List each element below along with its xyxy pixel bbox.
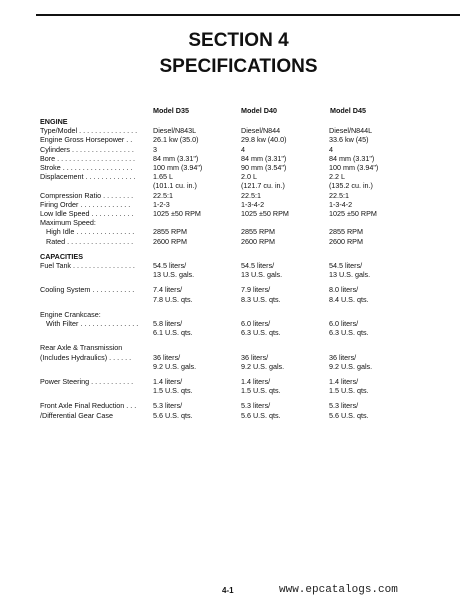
spec-value: 54.5 liters/ bbox=[241, 261, 275, 271]
spec-value: 13 U.S. gals. bbox=[241, 270, 283, 280]
top-rule bbox=[36, 14, 460, 16]
spec-label bbox=[40, 270, 153, 279]
engine-spec-row bbox=[40, 209, 460, 218]
spec-value: Diesel/N844 bbox=[241, 126, 281, 136]
spec-value: 54.5 liters/ bbox=[329, 261, 363, 271]
spec-value: 4 bbox=[329, 144, 333, 154]
spec-value bbox=[329, 310, 417, 319]
spec-value: 1.4 liters/ bbox=[241, 377, 271, 387]
spec-value: 26.1 kw (35.0) bbox=[153, 135, 199, 145]
spec-label: Fuel Tank . . . . . . . . . . . . . . . . bbox=[40, 261, 135, 271]
engine-heading: ENGINE bbox=[40, 117, 68, 126]
engine-spec-row bbox=[40, 145, 460, 154]
section-number: SECTION 4 bbox=[188, 30, 289, 51]
engine-spec-row bbox=[40, 191, 460, 200]
spec-value bbox=[241, 310, 329, 319]
spec-value: Diesel/N843L bbox=[153, 126, 197, 136]
spec-label: Type/Model . . . . . . . . . . . . . . . bbox=[40, 126, 138, 136]
spec-label: (Includes Hydraulics) . . . . . . bbox=[40, 352, 132, 362]
spec-value: 9.2 U.S. gals. bbox=[329, 361, 373, 371]
capacity-spec-row bbox=[40, 261, 460, 270]
capacities-heading: CAPACITIES bbox=[40, 251, 83, 261]
spec-value: 5.6 U.S. qts. bbox=[241, 410, 281, 420]
capacity-spec-row bbox=[40, 411, 460, 420]
spec-label bbox=[40, 328, 153, 337]
spec-value: 5.3 liters/ bbox=[241, 401, 271, 411]
spec-value: 1.65 L bbox=[153, 172, 173, 182]
engine-spec-row bbox=[40, 227, 460, 236]
spec-value bbox=[153, 218, 241, 227]
capacity-spec-row bbox=[40, 310, 460, 319]
capacity-spec-row bbox=[40, 270, 460, 279]
spec-value: 7.4 liters/ bbox=[153, 285, 183, 295]
spec-label: Rated . . . . . . . . . . . . . . . . . bbox=[46, 236, 134, 246]
spec-value: 2855 RPM bbox=[241, 227, 275, 237]
engine-spec-row bbox=[40, 154, 460, 163]
spec-value: 13 U.S. gals. bbox=[329, 270, 371, 280]
spec-value bbox=[241, 343, 329, 352]
spec-value: 22.5:1 bbox=[153, 190, 173, 200]
spec-value bbox=[153, 343, 241, 352]
spec-label: Displacement . . . . . . . . . . . . . bbox=[40, 172, 136, 182]
spec-value: 5.8 liters/ bbox=[153, 319, 183, 329]
spec-value: 84 mm (3.31") bbox=[329, 153, 375, 163]
spec-value: (121.7 cu. in.) bbox=[241, 181, 285, 191]
spec-value: 6.0 liters/ bbox=[329, 319, 359, 329]
spec-value: 7.8 U.S. qts. bbox=[153, 294, 193, 304]
spec-value bbox=[241, 218, 329, 227]
engine-spec-row bbox=[40, 237, 460, 246]
spec-value: 22.5:1 bbox=[329, 190, 349, 200]
spec-value: 1.5 U.S. qts. bbox=[329, 386, 369, 396]
spec-value: 9.2 U.S. gals. bbox=[153, 361, 197, 371]
spec-value bbox=[153, 310, 241, 319]
spec-value: 2.2 L bbox=[329, 172, 345, 182]
spec-value: 1025 ±50 RPM bbox=[153, 209, 201, 219]
spec-label bbox=[40, 181, 153, 190]
spec-value: 1025 ±50 RPM bbox=[241, 209, 289, 219]
spec-value: 4 bbox=[241, 144, 245, 154]
spec-value: 8.3 U.S. qts. bbox=[241, 294, 281, 304]
capacity-spec-row bbox=[40, 295, 460, 304]
spec-label: Low Idle Speed . . . . . . . . . . . bbox=[40, 209, 134, 219]
watermark-url: www.epcatalogs.com bbox=[279, 584, 398, 596]
spec-value: 8.4 U.S. qts. bbox=[329, 294, 369, 304]
spec-value bbox=[329, 343, 417, 352]
spec-value: 84 mm (3.31") bbox=[153, 153, 199, 163]
spec-value: 90 mm (3.54") bbox=[241, 163, 287, 173]
spec-label bbox=[40, 362, 153, 371]
spec-value: 6.0 liters/ bbox=[241, 319, 271, 329]
spec-label: Stroke . . . . . . . . . . . . . . . . . . bbox=[40, 163, 133, 173]
spec-value: 54.5 liters/ bbox=[153, 261, 187, 271]
spec-value: 3 bbox=[153, 144, 157, 154]
spec-value: (135.2 cu. in.) bbox=[329, 181, 373, 191]
spec-value: 1-3-4-2 bbox=[241, 199, 265, 209]
engine-spec-row bbox=[40, 181, 460, 190]
spec-value: 6.1 U.S. qts. bbox=[153, 328, 193, 338]
spec-value: 2855 RPM bbox=[153, 227, 187, 237]
spec-value: 2600 RPM bbox=[241, 236, 275, 246]
spec-value: 1.5 U.S. qts. bbox=[153, 386, 193, 396]
engine-spec-row bbox=[40, 163, 460, 172]
spec-value: 9.2 U.S. gals. bbox=[241, 361, 285, 371]
spec-label: Cooling System . . . . . . . . . . . bbox=[40, 285, 135, 295]
spec-value: 36 liters/ bbox=[329, 352, 357, 362]
spec-value: 1025 ±50 RPM bbox=[329, 209, 377, 219]
engine-spec-row bbox=[40, 135, 460, 144]
capacity-spec-row bbox=[40, 401, 460, 410]
spec-label: Bore . . . . . . . . . . . . . . . . . . . . bbox=[40, 153, 136, 163]
page-number: 4-1 bbox=[222, 586, 234, 595]
capacity-spec-row bbox=[40, 362, 460, 371]
spec-label: Rear Axle & Transmission bbox=[40, 343, 123, 353]
spec-label: Firing Order . . . . . . . . . . . . . bbox=[40, 199, 131, 209]
capacity-spec-row bbox=[40, 343, 460, 352]
column-header-d35: Model D35 bbox=[153, 106, 189, 115]
spec-label: With Filter . . . . . . . . . . . . . . . bbox=[46, 319, 139, 329]
spec-label: Engine Crankcase: bbox=[40, 309, 101, 319]
spec-value: 100 mm (3.94") bbox=[153, 163, 203, 173]
spec-label: Front Axle Final Reduction . . . bbox=[40, 401, 137, 411]
spec-label: /Differential Gear Case bbox=[40, 410, 113, 420]
spec-value: 5.3 liters/ bbox=[329, 401, 359, 411]
engine-spec-row bbox=[40, 172, 460, 181]
spec-value: 8.0 liters/ bbox=[329, 285, 359, 295]
spec-value: 1.4 liters/ bbox=[329, 377, 359, 387]
page-title: SPECIFICATIONS bbox=[159, 56, 318, 77]
spec-value: 1-3-4-2 bbox=[329, 199, 353, 209]
spec-value: 1-2-3 bbox=[153, 199, 170, 209]
spec-value: 2600 RPM bbox=[329, 236, 363, 246]
spec-label: Maximum Speed: bbox=[40, 218, 96, 228]
spec-label: High Idle . . . . . . . . . . . . . . . bbox=[46, 227, 135, 237]
spec-value: 13 U.S. gals. bbox=[153, 270, 195, 280]
capacity-spec-row bbox=[40, 319, 460, 328]
spec-value: 5.3 liters/ bbox=[153, 401, 183, 411]
spec-label: Cylinders . . . . . . . . . . . . . . . . bbox=[40, 144, 134, 154]
spec-value: 1.5 U.S. qts. bbox=[241, 386, 281, 396]
column-header-d40: Model D40 bbox=[241, 106, 277, 115]
spec-value: 1.4 liters/ bbox=[153, 377, 183, 387]
spec-value: 84 mm (3.31") bbox=[241, 153, 287, 163]
engine-spec-row bbox=[40, 126, 460, 135]
spec-value: (101.1 cu. in.) bbox=[153, 181, 197, 191]
spec-value: 6.3 U.S. qts. bbox=[329, 328, 369, 338]
specifications-table bbox=[40, 117, 460, 420]
column-header-d45: Model D45 bbox=[330, 106, 366, 115]
spec-value: 5.6 U.S. qts. bbox=[329, 410, 369, 420]
capacity-spec-row bbox=[40, 285, 460, 294]
spec-value: 7.9 liters/ bbox=[241, 285, 271, 295]
spec-label bbox=[40, 386, 153, 395]
spec-label: Compression Ratio . . . . . . . . bbox=[40, 190, 134, 200]
engine-spec-row bbox=[40, 200, 460, 209]
spec-label bbox=[40, 295, 153, 304]
spec-value: 36 liters/ bbox=[241, 352, 269, 362]
capacity-spec-row bbox=[40, 386, 460, 395]
capacity-spec-row bbox=[40, 353, 460, 362]
spec-value: 5.6 U.S. qts. bbox=[153, 410, 193, 420]
engine-spec-row bbox=[40, 218, 460, 227]
spec-value: 36 liters/ bbox=[153, 352, 181, 362]
spec-value: 100 mm (3.94") bbox=[329, 163, 379, 173]
spec-value: 2855 RPM bbox=[329, 227, 363, 237]
spec-value: 6.3 U.S. qts. bbox=[241, 328, 281, 338]
spec-label: Power Steering . . . . . . . . . . . bbox=[40, 377, 134, 387]
spec-value: 2.0 L bbox=[241, 172, 257, 182]
spec-value bbox=[329, 218, 417, 227]
spec-value: 2600 RPM bbox=[153, 236, 187, 246]
spec-value: 29.8 kw (40.0) bbox=[241, 135, 287, 145]
spec-value: 22.5:1 bbox=[241, 190, 261, 200]
capacity-spec-row bbox=[40, 328, 460, 337]
spec-label: Engine Gross Horsepower . . bbox=[40, 135, 133, 145]
spec-value: 33.6 kw (45) bbox=[329, 135, 369, 145]
spec-value: Diesel/N844L bbox=[329, 126, 373, 136]
capacity-spec-row bbox=[40, 377, 460, 386]
